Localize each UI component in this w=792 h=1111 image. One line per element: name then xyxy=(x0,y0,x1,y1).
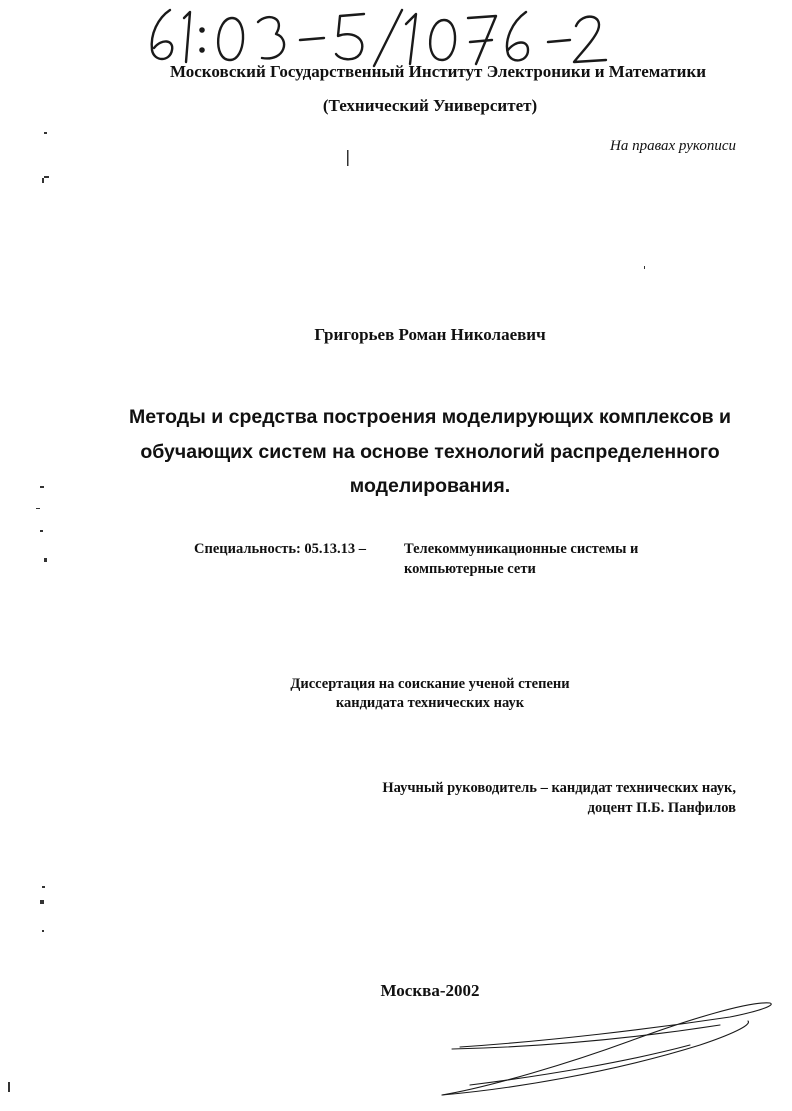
thesis-degree-line-1: Диссертация на соискание ученой степени xyxy=(290,676,570,692)
city-year: Москва-2002 xyxy=(380,981,480,1000)
institute-name: Московский Государственный Институт Электроники и Математики xyxy=(169,62,707,81)
supervisor-line-1: Научный руководитель – кандидат технических наук, xyxy=(382,780,736,796)
dissertation-title-line-3: моделирования. xyxy=(349,475,511,497)
university-name: (Технический Университет) xyxy=(322,96,538,115)
supervisor-line-2: доцент П.Б. Панфилов xyxy=(587,800,736,816)
signature xyxy=(430,995,780,1105)
dissertation-title-line-1: Методы и средства построения моделирующих комплексов и xyxy=(128,406,732,428)
specialty-value-line-1: Телекоммуникационные системы и xyxy=(404,541,639,557)
author-name: Григорьев Роман Николаевич xyxy=(314,325,546,344)
specialty-value-line-2: компьютерные сети xyxy=(404,561,536,577)
dissertation-title-line-2: обучающих систем на основе технологий распределенного xyxy=(140,441,720,463)
handwritten-archive-code xyxy=(140,4,610,70)
thesis-degree-line-2: кандидата технических наук xyxy=(335,695,525,711)
manuscript-rights-note: На правах рукописи xyxy=(610,138,736,154)
specialty-label: Специальность: 05.13.13 – xyxy=(194,541,367,557)
